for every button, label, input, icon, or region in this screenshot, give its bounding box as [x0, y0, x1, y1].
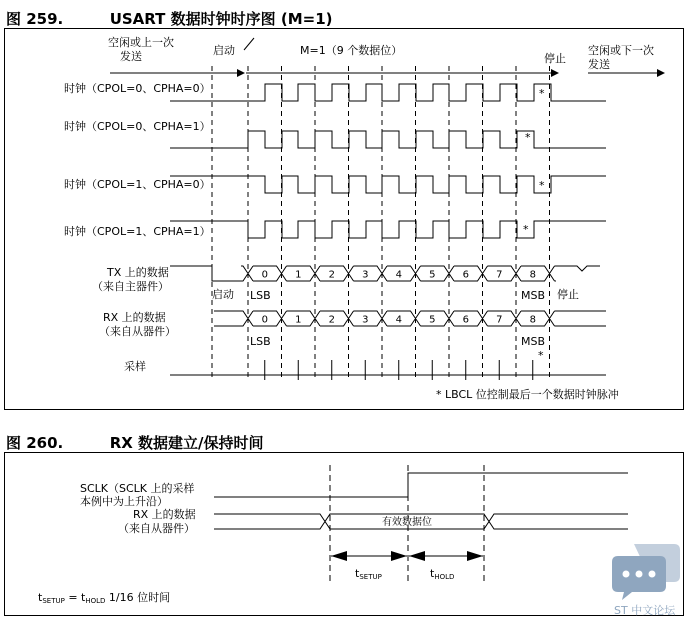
forum-watermark: [612, 540, 682, 618]
clock-cpol1-cpha0-label: 时钟（CPOL=1、CPHA=0）: [64, 178, 211, 191]
sample-label: 采样: [124, 360, 146, 373]
rx-lsb-label: LSB: [250, 335, 271, 348]
tx-msb-label: MSB: [521, 289, 546, 302]
rx-data-label-line1: RX 上的数据: [103, 311, 166, 324]
data-bits-label: M=1（9 个数据位）: [300, 44, 403, 57]
tx-stop-label: 停止: [557, 288, 579, 301]
tx-bit-6: 6: [462, 269, 469, 281]
sclk-waveform: [214, 473, 628, 497]
tsetup-dimension: [331, 551, 407, 561]
tx-bit-5: 5: [429, 269, 436, 281]
rx-bit-6: 6: [462, 314, 469, 326]
tx-bit-0: 0: [261, 269, 268, 281]
rx-data-bus: [214, 311, 606, 326]
sclk-label-line1: SCLK（SCLK 上的采样: [80, 482, 195, 495]
sclk-label-line2: 本例中为上升沿）: [80, 495, 168, 508]
thold-right-arrowhead: [467, 551, 483, 561]
lbcl-star-clk1: *: [539, 87, 545, 100]
rx-bit-3: 3: [362, 314, 369, 326]
tx-bit-7: 7: [496, 269, 503, 281]
clock-cpol1-cpha1-label: 时钟（CPOL=1、CPHA=1）: [64, 225, 211, 238]
rx-bit-5: 5: [429, 314, 436, 326]
idle-before-line1: 空闲或上一次: [108, 36, 174, 49]
rx260-label-line2: （来自从器件）: [118, 522, 195, 535]
tx-idle-start-level: [170, 266, 241, 281]
rx-bus-outline: [214, 311, 606, 326]
tsetup-left-arrowhead: [331, 551, 347, 561]
rx-bit-7: 7: [496, 314, 503, 326]
fig260-number: 图 260.: [6, 434, 64, 452]
fig259-title: USART 数据时钟时序图 (M=1): [109, 10, 333, 28]
rx-bit-1: 1: [295, 314, 302, 326]
start-top-label: 启动: [213, 44, 235, 57]
sample-marks: [265, 360, 533, 380]
tsetup-label: tSETUP: [355, 567, 382, 581]
thold-dimension: [409, 551, 483, 561]
watermark-text: ST 中文论坛: [614, 604, 676, 617]
thold-label: tHOLD: [430, 567, 455, 581]
lbcl-star-clk3: *: [539, 179, 545, 192]
tx-bit-8: 8: [529, 269, 536, 281]
clock-cpol1-cpha1-waveform: [170, 221, 606, 238]
lbcl-star-clk4: *: [523, 223, 529, 236]
tx-stop-idle-level: [556, 266, 600, 271]
clock-cpol0-cpha1-waveform: [170, 131, 606, 148]
tx-bit-3: 3: [362, 269, 369, 281]
tx-bit-4: 4: [395, 269, 402, 281]
rx-bit-4: 4: [395, 314, 402, 326]
idle-after-line1: 空闲或下一次: [588, 44, 654, 57]
lbcl-star-clk2: *: [525, 131, 531, 144]
fig259-number: 图 259.: [6, 10, 64, 28]
bit-guide-lines: [212, 66, 550, 380]
idle-after-line2: 发送: [588, 58, 610, 71]
fig259-header: [108, 35, 664, 73]
start-pointer: [244, 38, 254, 50]
tx-data-bus: [241, 266, 556, 281]
tsetup-right-arrowhead: [391, 551, 407, 561]
thold-left-arrowhead: [409, 551, 425, 561]
rx-lbcl-star: *: [538, 349, 544, 362]
clock-cpol0-cpha0-label: 时钟（CPOL=0、CPHA=0）: [64, 82, 211, 95]
idle-before-line2: 发送: [120, 50, 142, 63]
rx-msb-label: MSB: [521, 335, 546, 348]
tx-data-label-line2: （来自主器件）: [92, 280, 169, 293]
tx-bit-1: 1: [295, 269, 302, 281]
fig260-title: RX 数据建立/保持时间: [109, 434, 264, 452]
lbcl-footnote: * LBCL 位控制最后一个数据时钟脉冲: [436, 388, 619, 401]
rx260-label-line1: RX 上的数据: [133, 508, 196, 521]
tx-bit-2: 2: [328, 269, 335, 281]
setup-hold-formula: tSETUP = tHOLD 1/16 位时间: [38, 591, 171, 605]
rx-bit-8: 8: [529, 314, 536, 326]
valid-data-bit-label: 有效数据位: [382, 517, 432, 528]
clock-cpol0-cpha1-label: 时钟（CPOL=0、CPHA=1）: [64, 120, 211, 133]
tx-start-label: 启动: [212, 288, 234, 301]
rx-bit-0: 0: [261, 314, 268, 326]
rx-data-label-line2: （来自从器件）: [99, 325, 176, 338]
rx-bit-2: 2: [328, 314, 335, 326]
tx-data-label-line1: TX 上的数据: [107, 266, 169, 279]
stop-top-label: 停止: [544, 52, 566, 65]
tx-lsb-label: LSB: [250, 289, 271, 302]
